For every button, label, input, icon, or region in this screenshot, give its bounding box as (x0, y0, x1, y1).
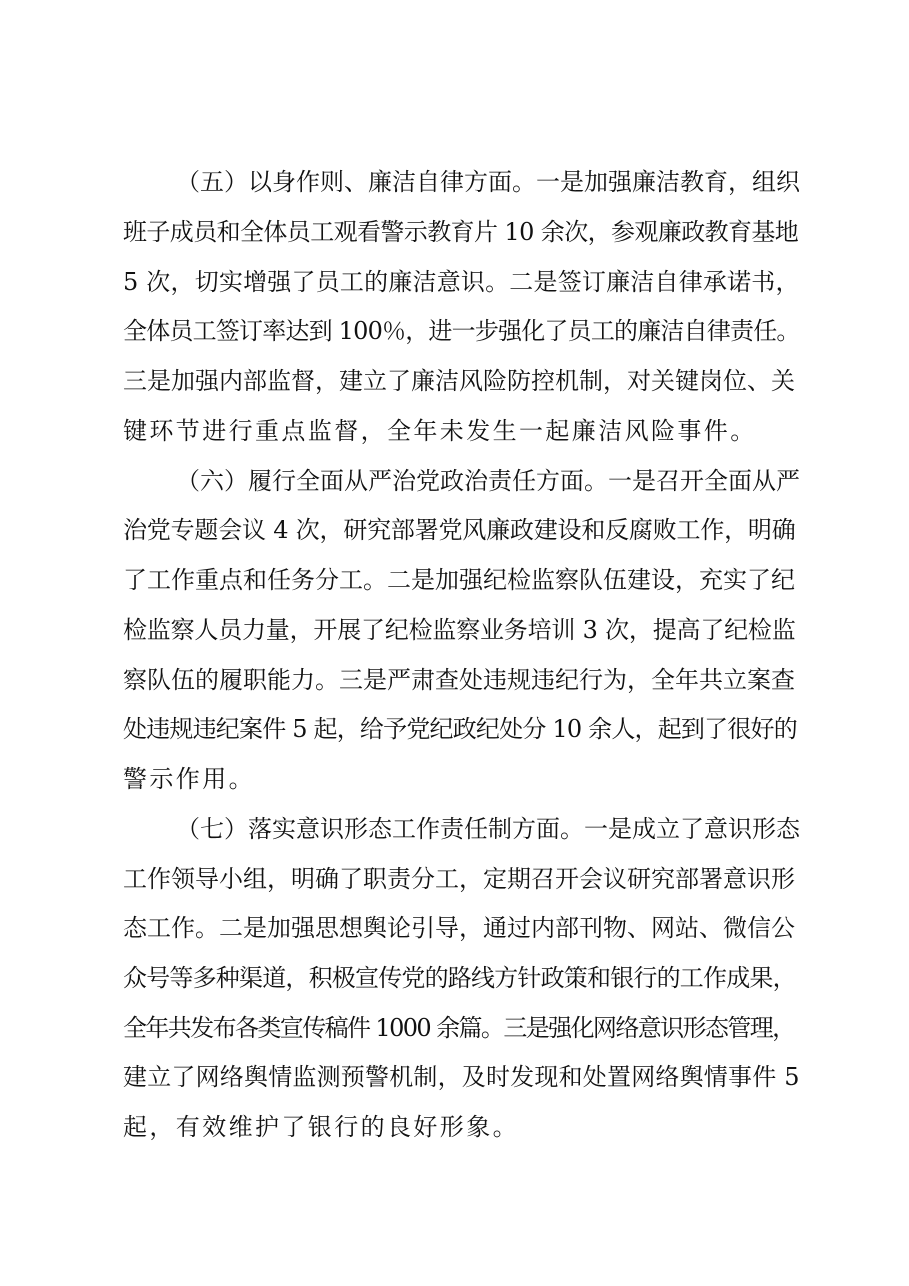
paragraph-5-line-6: 键环节进行重点监督，全年未发生一起廉洁风险事件。 (123, 417, 757, 445)
paragraph-5-line-4: 全体员工签订率达到 100％，进一步强化了员工的廉洁自律责任。 (123, 317, 800, 345)
paragraph-6-line-2: 治党专题会议 4 次，研究部署党风廉政建设和反腐败工作，明确 (123, 516, 796, 544)
paragraph-6-line-6: 处违规违纪案件 5 起，给予党纪政纪处分 10 余人，起到了很好的 (123, 715, 797, 743)
paragraph-6-line-7: 警示作用。 (123, 765, 255, 793)
paragraph-5-line-2: 班子成员和全体员工观看警示教育片 10 余次，参观廉政教育基地 (123, 218, 799, 246)
paragraph-7-line-3: 态工作。二是加强思想舆论引导，通过内部刊物、网站、微信公 (123, 914, 795, 942)
paragraph-5-line-1: （五）以身作则、廉洁自律方面。一是加强廉洁教育，组织 (176, 168, 800, 196)
paragraph-7-line-2: 工作领导小组，明确了职责分工，定期召开会议研究部署意识形 (123, 865, 795, 893)
paragraph-7-line-6: 建立了网络舆情监测预警机制，及时发现和处置网络舆情事件 5 (123, 1063, 800, 1091)
paragraph-6-line-4: 检监察人员力量，开展了纪检监察业务培训 3 次，提高了纪检监 (123, 616, 796, 644)
paragraph-7-line-7: 起，有效维护了银行的良好形象。 (123, 1113, 519, 1141)
paragraph-5-line-5: 三是加强内部监督，建立了廉洁风险防控机制，对关键岗位、关 (123, 367, 795, 395)
paragraph-6-line-1: （六）履行全面从严治党政治责任方面。一是召开全面从严 (176, 467, 800, 495)
paragraph-6-line-3: 了工作重点和任务分工。二是加强纪检监察队伍建设，充实了纪 (123, 566, 795, 594)
paragraph-7-line-5: 全年共发布各类宣传稿件 1000 余篇。三是强化网络意识形态管理， (123, 1014, 795, 1042)
paragraph-7-line-4: 众号等多种渠道，积极宣传党的路线方针政策和银行的工作成果， (123, 964, 796, 992)
paragraph-7-line-1: （七）落实意识形态工作责任制方面。一是成立了意识形态 (176, 815, 800, 843)
paragraph-6-line-5: 察队伍的履职能力。三是严肃查处违规违纪行为，全年共立案查 (123, 666, 795, 694)
paragraph-5-line-3: 5 次，切实增强了员工的廉洁意识。二是签订廉洁自律承诺书， (123, 268, 800, 296)
